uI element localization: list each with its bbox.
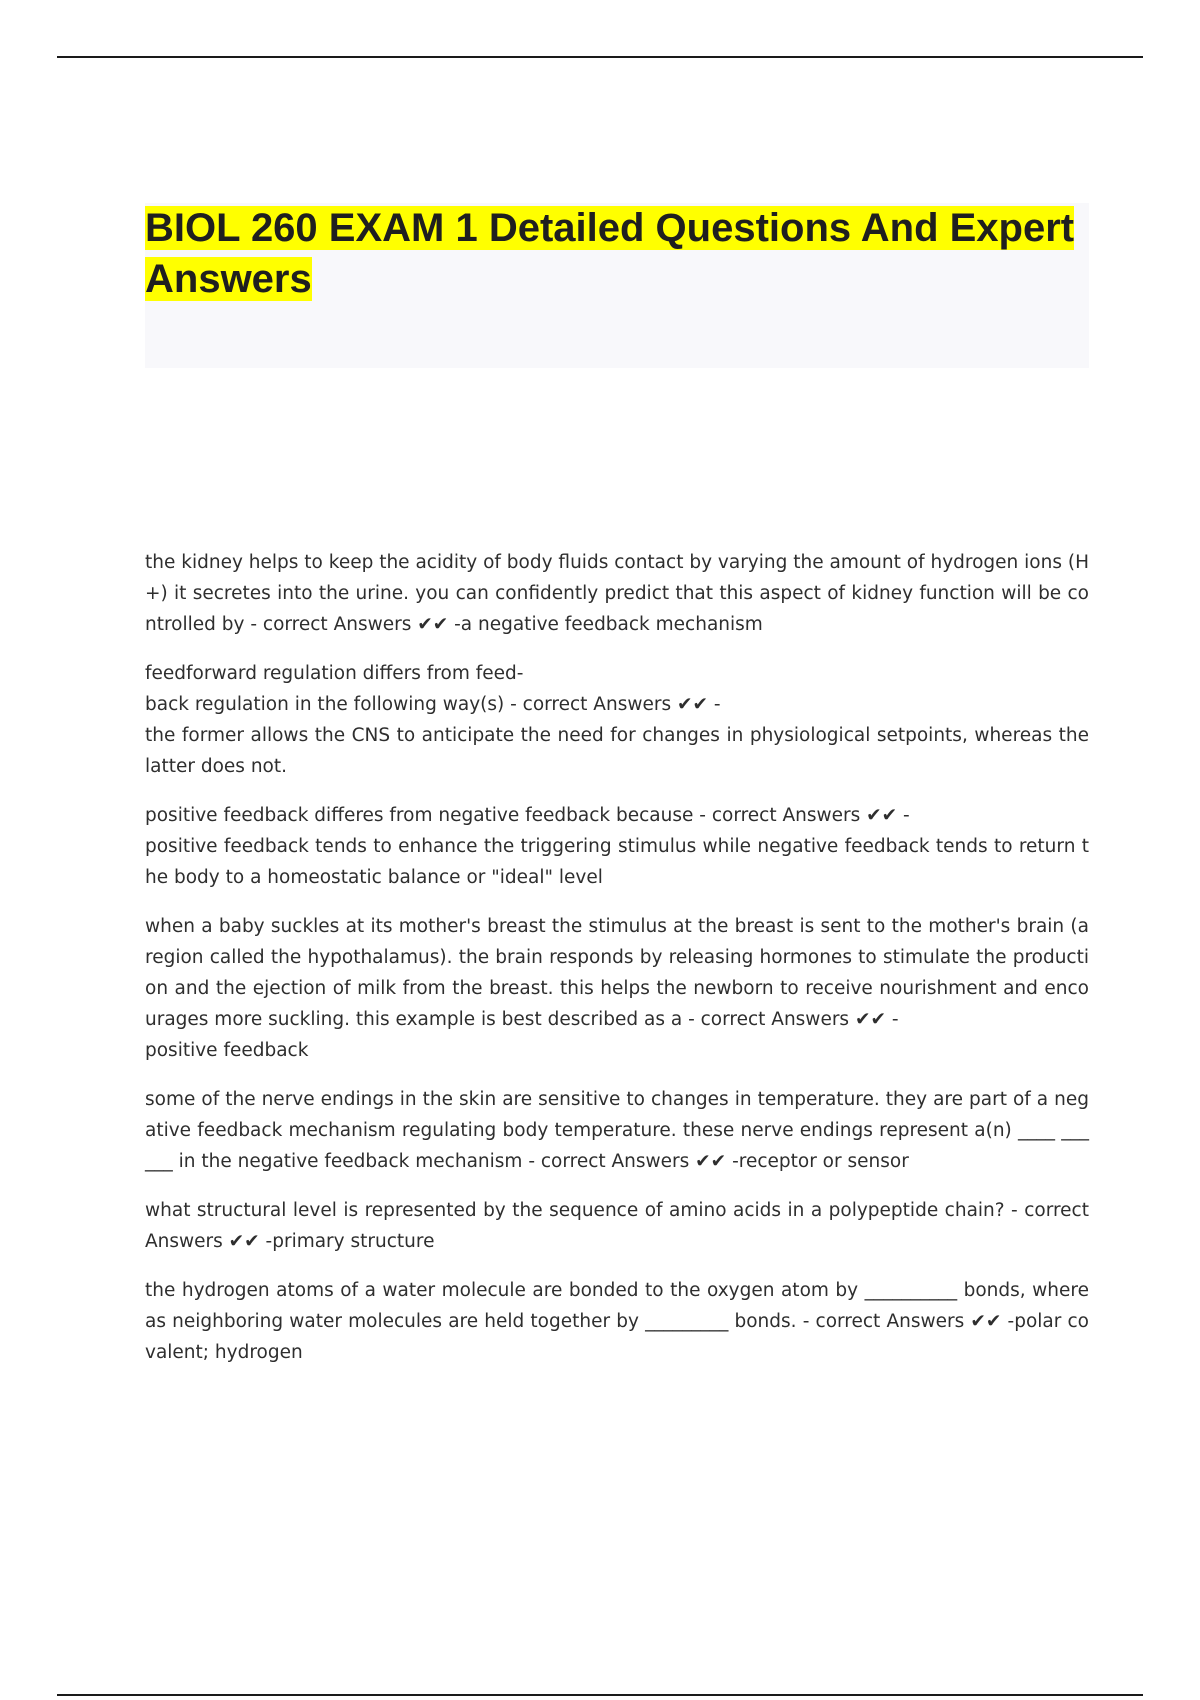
top-rule <box>57 56 1143 58</box>
qa-item: the hydrogen atoms of a water molecule are bonded to the oxygen atom by __________ bonds, whereas neighboring water molecules are held together by _________ bonds. - correct Answers ✔✔ -polar covalent; hydrogen <box>145 1280 1089 1363</box>
bottom-rule <box>57 1694 1143 1696</box>
qa-list <box>145 547 1089 1386</box>
qa-item: the kidney helps to keep the acidity of body fluids contact by varying the amount of hydrogen ions (H+) it secretes into the urine. you can confidently predict that this aspect of kidney function will be controlled by - correct Answers ✔✔ -a negative feedback mechanism <box>145 552 1089 635</box>
qa-item: when a baby suckles at its mother's breast the stimulus at the breast is sent to the mother's brain (a region called the hypothalamus). the brain responds by releasing hormones to stimulate the production and the ejection of milk from the breast. this helps the newborn to receive nourishment and encourages more suckling. this example is best described as a - correct Answers ✔✔ - positive feedback <box>145 916 1089 1061</box>
document-title <box>145 203 1089 305</box>
title-block <box>145 203 1089 368</box>
qa-item: feedforward regulation differs from feed- back regulation in the following way(s) - correct Answers ✔✔ - the former allows the CNS to anticipate the need for changes in physiological setpoints, whereas the latter does not. <box>145 663 1089 777</box>
qa-item: positive feedback differes from negative feedback because - correct Answers ✔✔ - positive feedback tends to enhance the triggering stimulus while negative feedback tends to return the body to a homeostatic balance or "ideal" level <box>145 805 1089 888</box>
qa-item: what structural level is represented by the sequence of amino acids in a polypeptide chain? - correct Answers ✔✔ -primary structure <box>145 1200 1089 1252</box>
qa-item: some of the nerve endings in the skin are sensitive to changes in temperature. they are part of a negative feedback mechanism regulating body temperature. these nerve endings represent a(n) ____ ______ in the negative feedback mechanism - correct Answers ✔✔ -receptor or sensor <box>145 1089 1089 1172</box>
title-highlight: BIOL 260 EXAM 1 Detailed Questions And Expert Answers <box>145 206 1075 301</box>
